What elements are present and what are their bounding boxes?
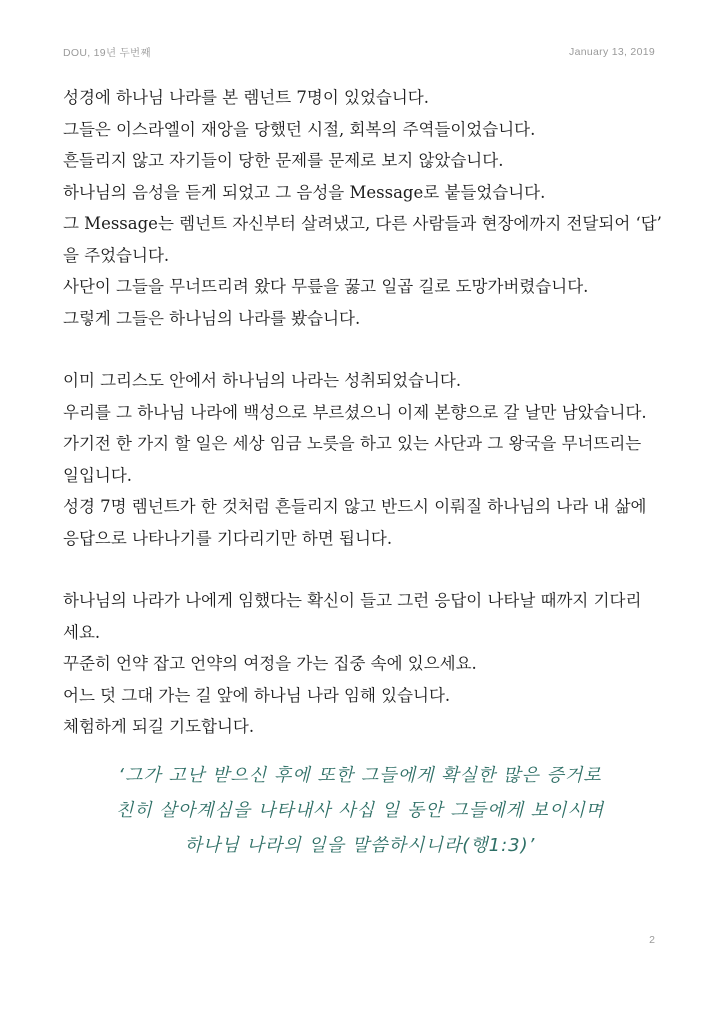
text-line: 성경에 하나님 나라를 본 렘넌트 7명이 있었습니다. bbox=[63, 88, 429, 107]
text-line: 일입니다. bbox=[63, 465, 133, 485]
text-line: 이미 그리스도 안에서 하나님의 나라는 성취되었습니다. bbox=[63, 371, 462, 390]
text-line: 성경 7명 렘넌트가 한 것처럼 흔들리지 않고 반드시 이뤄질 하나님의 나라 내 삶에 bbox=[63, 497, 647, 516]
text-line: 체험하게 되길 기도합니다. bbox=[63, 717, 255, 736]
text-line: 그렇게 그들은 하나님의 나라를 봤습니다. bbox=[63, 308, 361, 328]
paragraph-1 bbox=[63, 82, 663, 334]
page-number: 2 bbox=[649, 934, 655, 946]
text-line: 하나님의 음성을 듣게 되었고 그 음성을 Message로 붙들었습니다. bbox=[63, 182, 546, 202]
text-line: 사단이 그들을 무너뜨리려 왔다 무릎을 꿇고 일곱 길로 도망가버렸습니다. bbox=[63, 277, 589, 296]
text-line: 흔들리지 않고 자기들이 당한 문제를 문제로 보지 않았습니다. bbox=[63, 151, 504, 170]
text-line: 그들은 이스라엘이 재앙을 당했던 시절, 회복의 주역들이었습니다. bbox=[63, 119, 536, 139]
body-text bbox=[63, 82, 663, 743]
quote-line: ‘그가 고난 받으신 후에 또한 그들에게 확실한 많은 증거로 bbox=[118, 765, 602, 786]
text-line: 을 주었습니다. bbox=[63, 245, 170, 265]
header-left-title: DOU, 19년 두번째 bbox=[63, 46, 151, 59]
text-line: 하나님의 나라가 나에게 임했다는 확신이 들고 그런 응답이 나타날 때까지 기다리 bbox=[63, 591, 642, 610]
text-line: 세요. bbox=[63, 622, 101, 642]
header-date: January 13, 2019 bbox=[569, 46, 655, 58]
text-line: 그 Message는 렘넌트 자신부터 살려냈고, 다른 사람들과 현장에까지 전달되어 ‘답’ bbox=[63, 214, 662, 233]
text-line: 어느 덧 그대 가는 길 앞에 하나님 나라 임해 있습니다. bbox=[63, 685, 451, 705]
text-line: 우리를 그 하나님 나라에 백성으로 부르셨으니 이제 본향으로 갈 날만 남았습니다. bbox=[63, 402, 647, 422]
text-line: 응답으로 나타나기를 기다리기만 하면 됩니다. bbox=[63, 528, 393, 548]
quote-line: 친히 살아계심을 나타내사 사십 일 동안 그들에게 보이시며 bbox=[115, 800, 605, 821]
scripture-quote bbox=[60, 758, 660, 863]
quote-line: 하나님 나라의 일을 말씀하시니라(행1:3)’ bbox=[184, 835, 536, 856]
paragraph-2 bbox=[63, 365, 663, 554]
text-line: 꾸준히 언약 잡고 언약의 여정을 가는 집중 속에 있으세요. bbox=[63, 654, 477, 673]
page-header bbox=[63, 44, 655, 60]
paragraph-3 bbox=[63, 585, 663, 743]
text-line: 가기전 한 가지 할 일은 세상 임금 노릇을 하고 있는 사단과 그 왕국을 무너뜨리는 bbox=[63, 434, 642, 453]
